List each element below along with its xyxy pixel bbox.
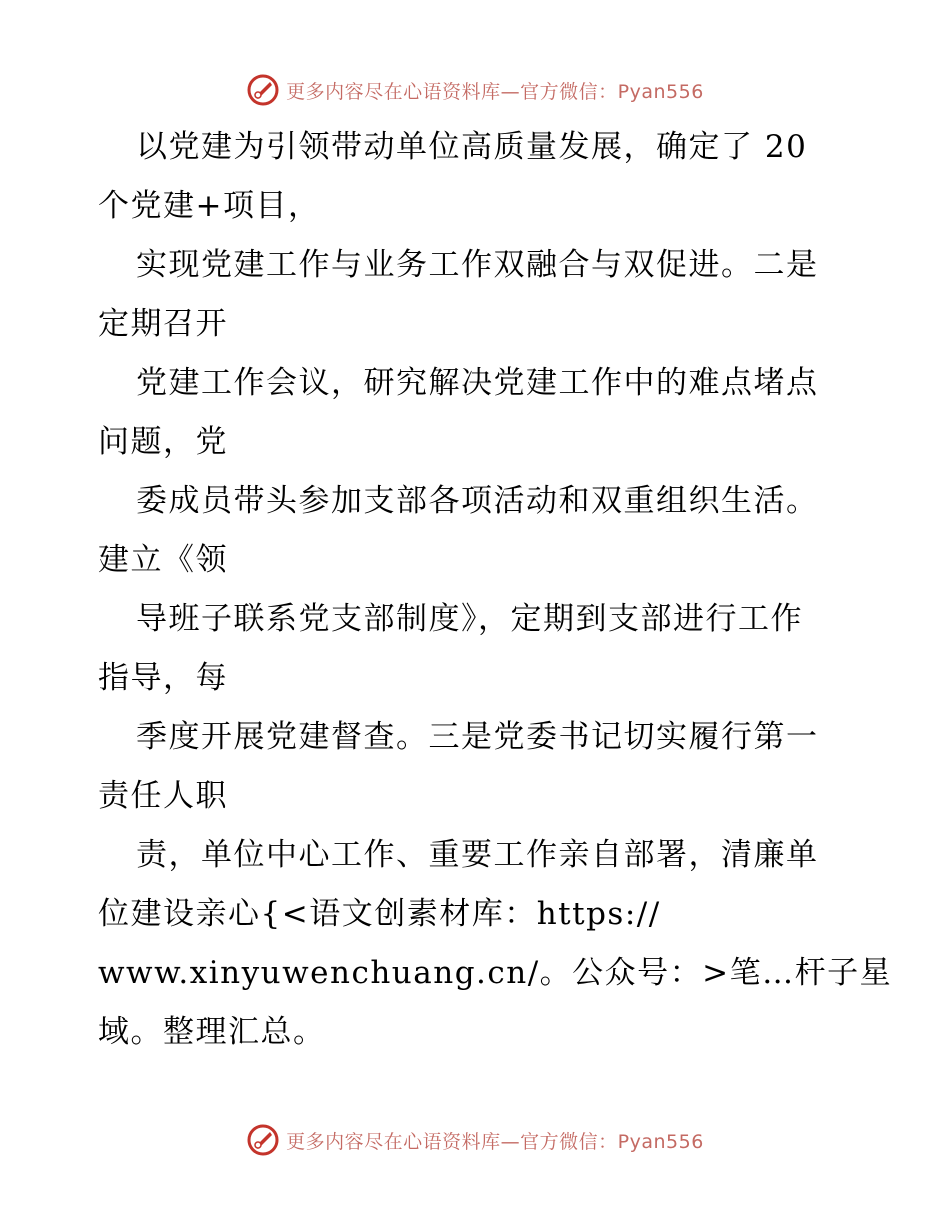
body-line: 个党建+项目， — [98, 188, 321, 224]
body-line: 建立《领 — [98, 542, 228, 578]
body-line: 责，单位中心工作、重要工作亲自部署，清廉单 — [136, 837, 819, 873]
document-body — [98, 118, 893, 1062]
body-line: 定期召开 — [98, 306, 228, 342]
header-banner-text: 更多内容尽在心语资料库—官方微信：Pyan556 — [286, 80, 704, 103]
body-line: 以党建为引领带动单位高质量发展，确定了 20 — [136, 129, 808, 165]
body-line: 指导，每 — [98, 660, 228, 696]
red-quill-logo-icon — [246, 1123, 280, 1157]
body-line: www.xinyuwenchuang.cn/。公众号：>笔…杆子星 — [98, 955, 893, 991]
body-line: 委成员带头参加支部各项活动和双重组织生活。 — [136, 483, 819, 519]
body-line: 域。整理汇总。 — [98, 1014, 326, 1050]
body-line: 导班子联系党支部制度》，定期到支部进行工作 — [136, 601, 803, 637]
red-quill-logo-icon — [246, 73, 280, 107]
body-line: 问题，党 — [98, 424, 228, 460]
footer-banner — [0, 1120, 950, 1160]
footer-banner-text: 更多内容尽在心语资料库—官方微信：Pyan556 — [286, 1130, 704, 1153]
body-line: 季度开展党建督查。三是党委书记切实履行第一 — [136, 719, 819, 755]
body-line: 位建设亲心{<语文创素材库：https:// — [98, 896, 661, 932]
body-line: 责任人职 — [98, 778, 228, 814]
body-line: 实现党建工作与业务工作双融合与双促进。二是 — [136, 247, 819, 283]
body-line: 党建工作会议，研究解决党建工作中的难点堵点 — [136, 365, 819, 401]
header-banner — [0, 70, 950, 110]
